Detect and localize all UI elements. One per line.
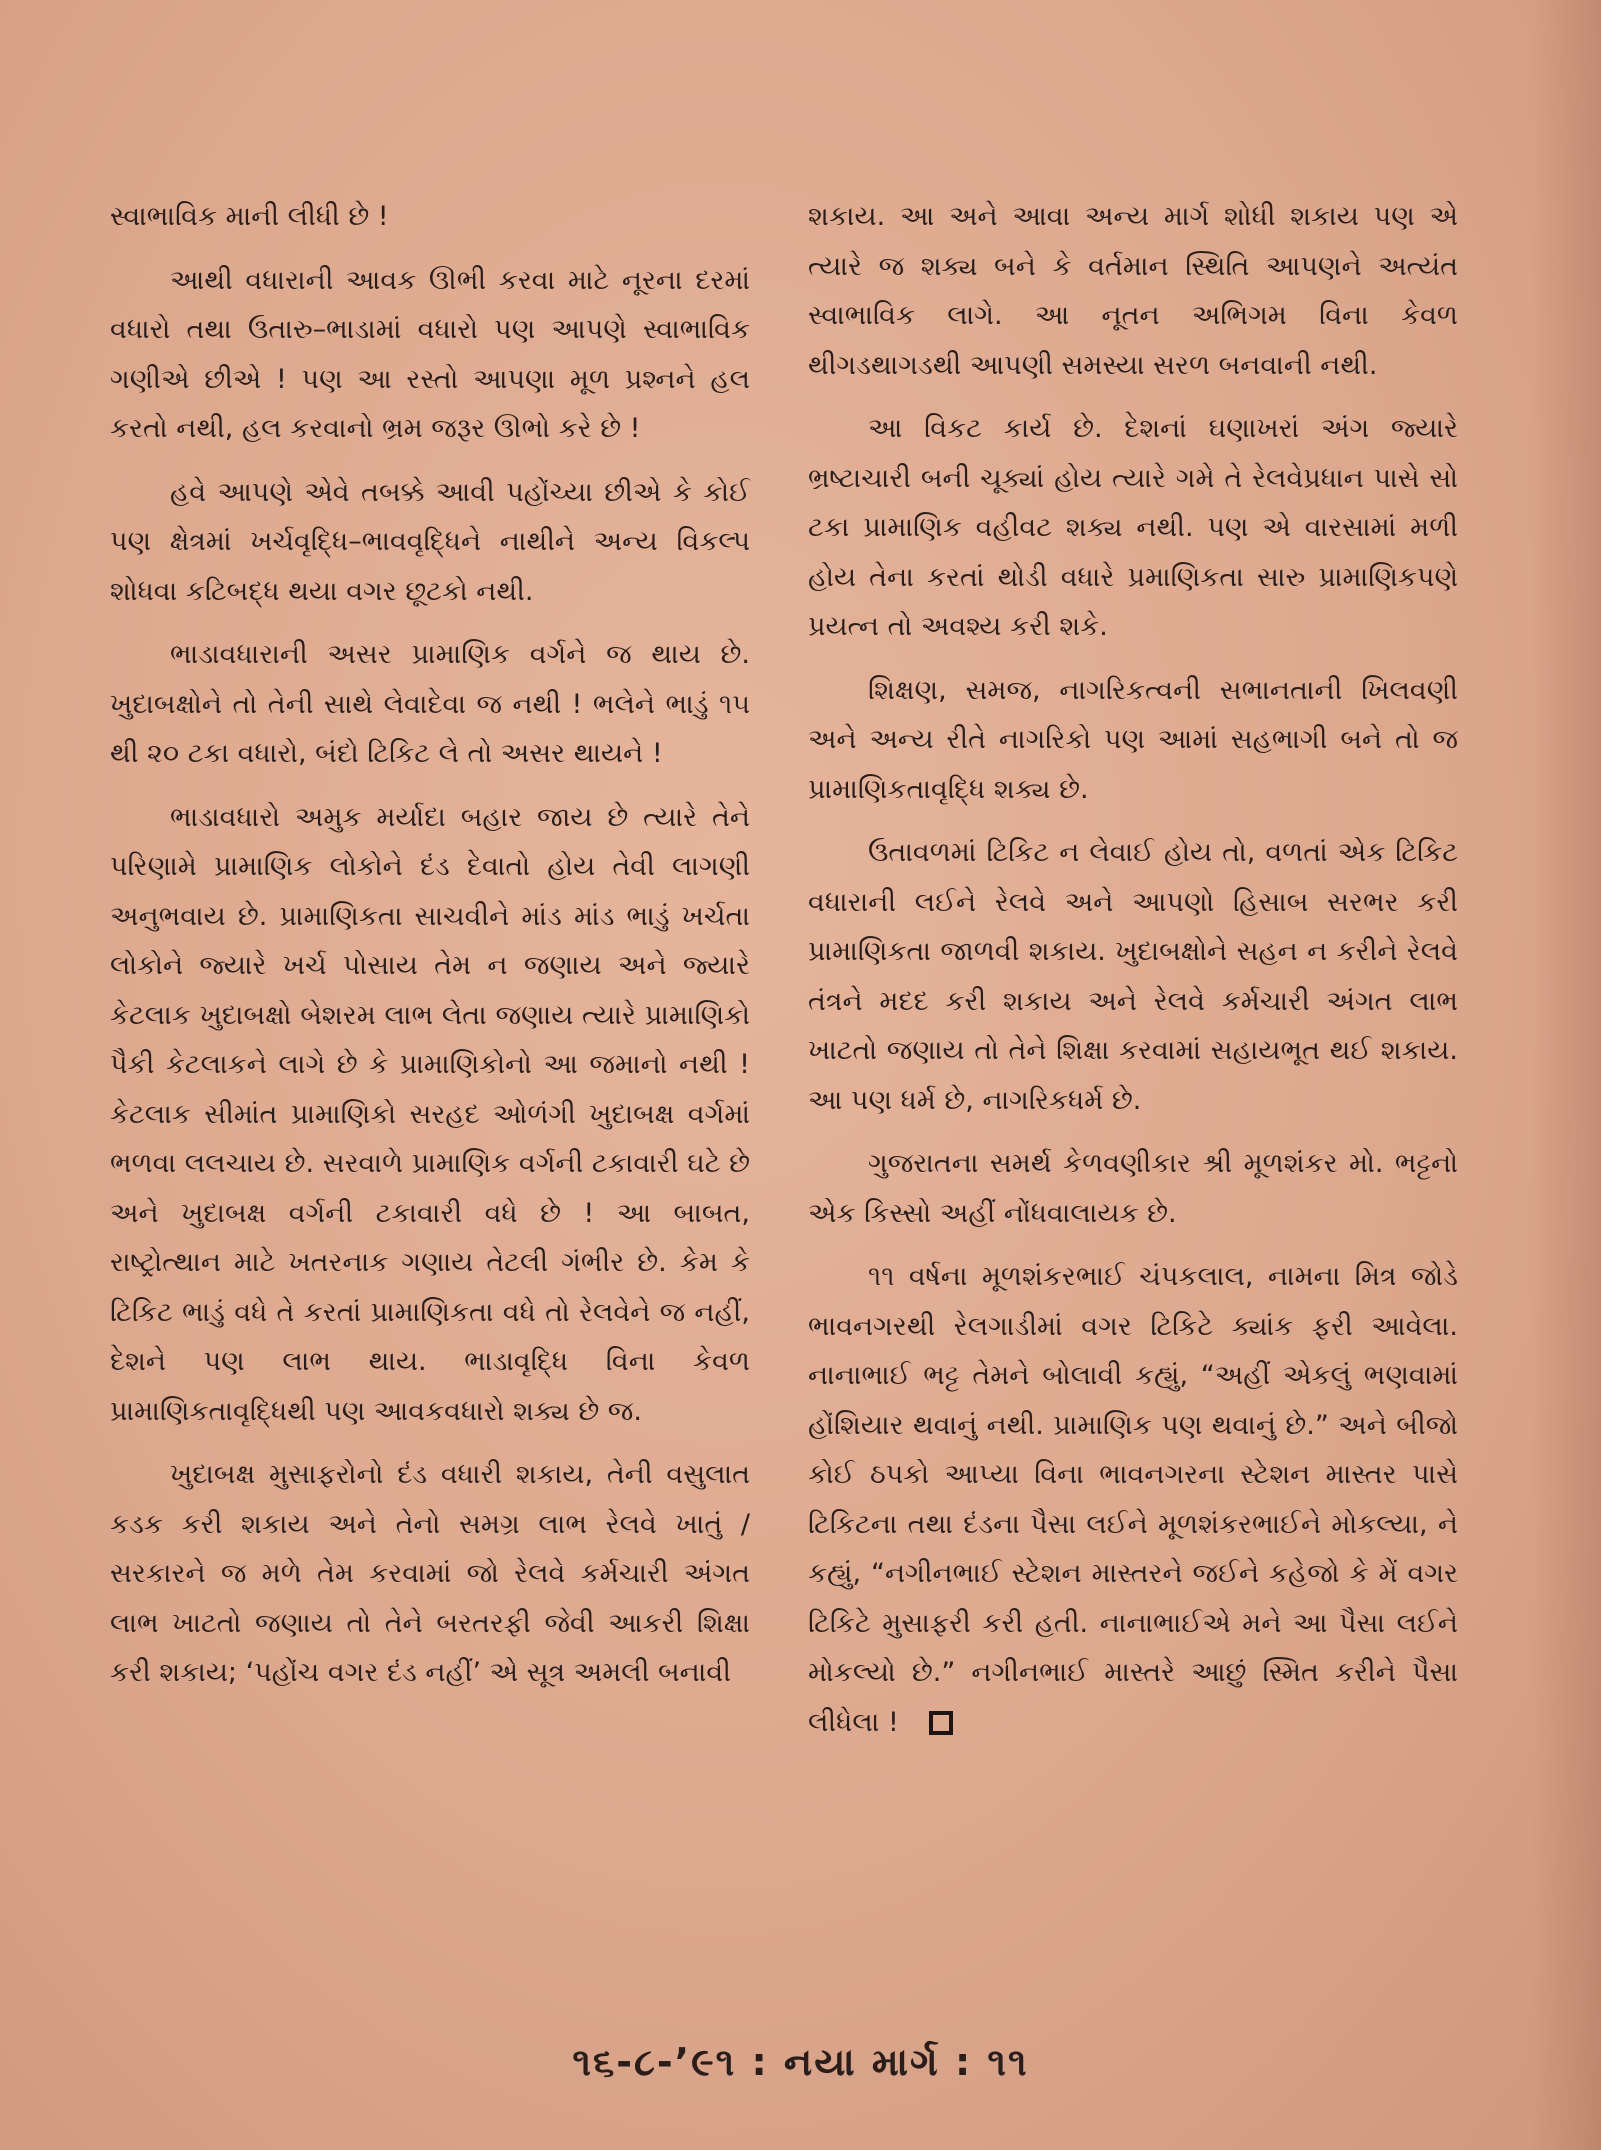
paragraph-text: ૧૧ વર્ષના મૂળશંકરભાઈ ચંપકલાલ, નામના મિત્ર જોડે ભાવનગરથી રેલગાડીમાં વગર ટિકિટે ક્યાંક ફરી આવેલા. નાનાભાઈ ભટ્ટ તેમને બોલાવી કહ્યું, “અહીં એકલું ભણવામાં હોંશિયાર થવાનું નથી. પ્રામાણિક પણ થવાનું છે.” અને બીજો કોઈ ઠપકો આપ્યા વિના ભાવનગરના સ્ટેશન માસ્તર પાસે ટિકિટના તથા દંડના પૈસા લઈને મૂળશંકરભાઈને મોકલ્યા, ને કહ્યું, “નગીનભાઈ સ્ટેશન માસ્તરને જઈને કહેજો કે મેં વગર ટિકિટે મુસાફરી કરી હતી. નાનાભાઈએ મને આ પૈસા લઈને મોકલ્યો છે.” નગીનભાઈ માસ્તરે આછું સ્મિત કરીને પૈસા લીધેલા ! [808,1261,1458,1738]
paragraph: શકાય. આ અને આવા અન્ય માર્ગ શોધી શકાય પણ એ ત્યારે જ શક્ય બને કે વર્તમાન સ્થિતિ આપણને અત્યંત સ્વાભાવિક લાગે. આ નૂતન અભિગમ વિના કેવળ થીગડથાગડથી આપણી સમસ્યા સરળ બનવાની નથી. [808,201,1458,381]
paragraph: ઉતાવળમાં ટિકિટ ન લેવાઈ હોય તો, વળતાં એક ટિકિટ વધારાની લઈને રેલવે અને આપણો હિસાબ સરભર કરી પ્રામાણિકતા જાળવી શકાય. ખુદાબક્ષોને સહન ન કરીને રેલવે તંત્રને મદદ કરી શકાય અને રેલવે કર્મચારી અંગત લાભ ખાટતો જણાય તો તેને શિક્ષા કરવામાં સહાયભૂત થઈ શકાય. આ પણ ધર્મ છે, નાગરિકધર્મ છે. [808,837,1458,1116]
paragraph: આ વિકટ કાર્ય છે. દેશનાં ઘણાખરાં અંગ જ્યારે ભ્રષ્ટાચારી બની ચૂક્યાં હોય ત્યારે ગમે તે રેલવેપ્રધાન પાસે સો ટકા પ્રામાણિક વહીવટ શક્ય નથી. પણ એ વારસામાં મળી હોય તેના કરતાં થોડી વધારે પ્રમાણિકતા સારુ પ્રામાણિકપણે પ્રયત્ન તો અવશ્ય કરી શકે. [808,413,1458,642]
paragraph: શિક્ષણ, સમજ, નાગરિકત્વની સભાનતાની ખિલવણી અને અન્ય રીતે નાગરિકો પણ આમાં સહભાગી બને તો જ પ્રામાણિકતાવૃદ્ધિ શક્ય છે. [808,674,1458,805]
paragraph: ગુજરાતના સમર્થ કેળવણીકાર શ્રી મૂળશંકર મો. ભટ્ટનો એક કિસ્સો અહીં નોંધવાલાયક છે. [808,1148,1458,1229]
paragraph: હવે આપણે એવે તબક્કે આવી પહોંચ્યા છીએ કે કોઈ પણ ક્ષેત્રમાં ખર્ચવૃદ્ધિ–ભાવવૃદ્ધિને નાથીને અન્ય વિકલ્પ શોધવા કટિબદ્ધ થયા વગર છૂટકો નથી. [110,476,750,607]
paragraph: આથી વધારાની આવક ઊભી કરવા માટે નૂરના દરમાં વધારો તથા ઉતારુ–ભાડામાં વધારો પણ આપણે સ્વાભાવિક ગણીએ છીએ ! પણ આ રસ્તો આપણા મૂળ પ્રશ્નને હલ કરતો નથી, હલ કરવાનો ભ્રમ જરૂર ઊભો કરે છે ! [110,264,750,444]
paragraph-last [808,1252,1458,1747]
right-column [808,192,1458,1761]
paragraph: સ્વાભાવિક માની લીધી છે ! [110,201,389,232]
left-column [110,192,750,1712]
end-of-article-square-icon [929,1711,953,1735]
paragraph: ભાડાવધારો અમુક મર્યાદા બહાર જાય છે ત્યારે તેને પરિણામે પ્રામાણિક લોકોને દંડ દેવાતો હોય તેવી લાગણી અનુભવાય છે. પ્રામાણિકતા સાચવીને માંડ માંડ ભાડું ખર્ચતા લોકોને જ્યારે ખર્ચ પોસાય તેમ ન જણાય અને જ્યારે કેટલાક ખુદાબક્ષો બેશરમ લાભ લેતા જણાય ત્યારે પ્રામાણિકો પૈકી કેટલાકને લાગે છે કે પ્રામાણિકોનો આ જમાનો નથી ! કેટલાક સીમાંત પ્રામાણિકો સરહદ ઓળંગી ખુદાબક્ષ વર્ગમાં ભળવા લલચાય છે. સરવાળે પ્રામાણિક વર્ગની ટકાવારી ઘટે છે અને ખુદાબક્ષ વર્ગની ટકાવારી વધે છે ! આ બાબત, રાષ્ટ્રોત્થાન માટે ખતરનાક ગણાય તેટલી ગંભીર છે. કેમ કે ટિકિટ ભાડું વધે તે કરતાં પ્રામાણિકતા વધે તો રેલવેને જ નહીં, દેશને પણ લાભ થાય. ભાડાવૃદ્ધિ વિના કેવળ પ્રામાણિકતાવૃદ્ધિથી પણ આવકવધારો શક્ય છે જ. [110,801,750,1427]
paragraph: ભાડાવધારાની અસર પ્રામાણિક વર્ગને જ થાય છે. ખુદાબક્ષોને તો તેની સાથે લેવાદેવા જ નથી ! ભલેને ભાડું ૧૫ થી ૨૦ ટકા વધારો, બંદો ટિકિટ લે તો અસર થાયને ! [110,639,750,769]
page-edge-shadow [1531,0,1601,2150]
paragraph: ખુદાબક્ષ મુસાફરોનો દંડ વધારી શકાય, તેની વસુલાત કડક કરી શકાય અને તેનો સમગ્ર લાભ રેલવે ખાતું / સરકારને જ મળે તેમ કરવામાં જો રેલવે કર્મચારી અંગત લાભ ખાટતો જણાય તો તેને બરતરફી જેવી આકરી શિક્ષા કરી શકાય; ‘પહોંચ વગર દંડ નહીં’ એ સૂત્ર અમલી બનાવી [110,1459,750,1688]
page-footer: ૧૬-૮-’૯૧ : નયા માર્ગ : ૧૧ [572,2040,1029,2084]
